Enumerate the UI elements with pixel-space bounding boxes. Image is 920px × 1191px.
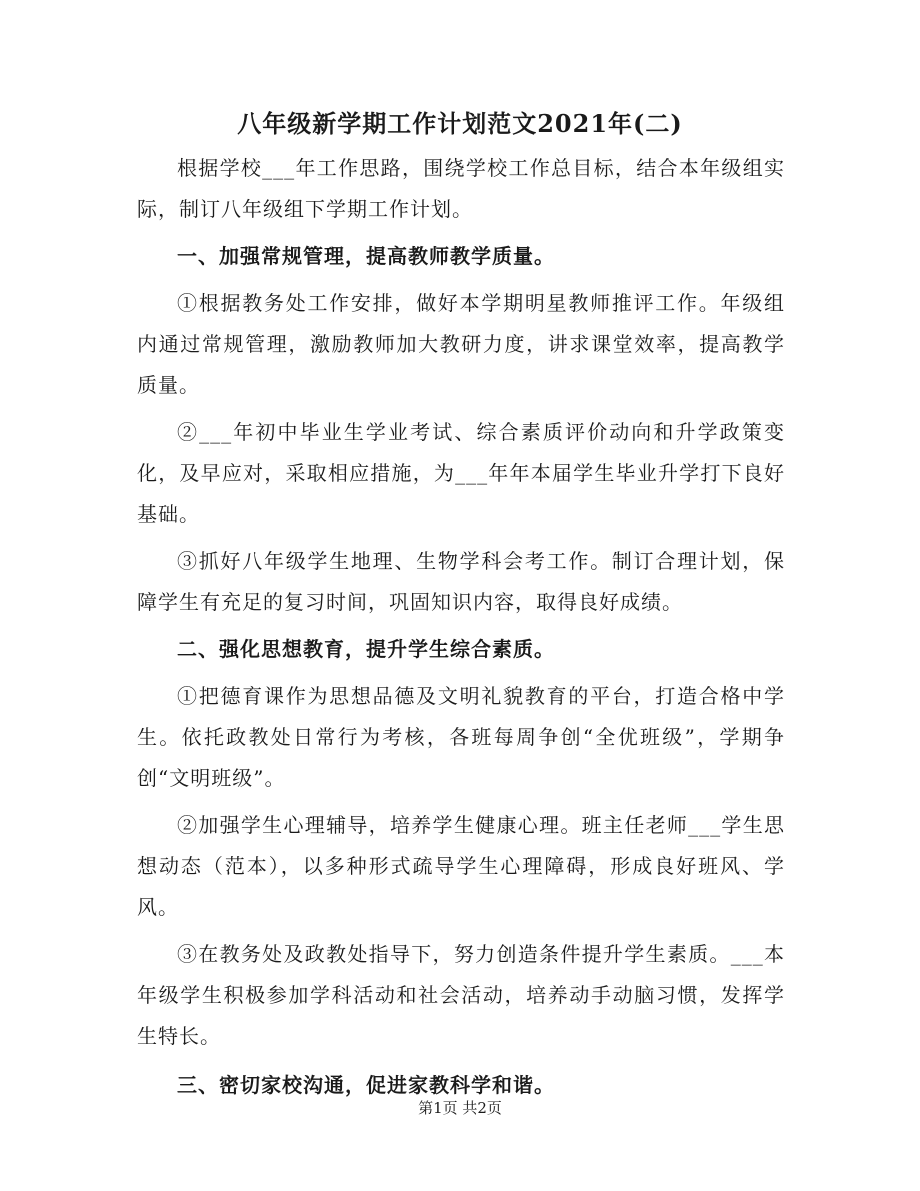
intro-paragraph: 根据学校___年工作思路，围绕学校工作总目标，结合本年级组实际，制订八年级组下学期工作计划。 <box>137 156 785 221</box>
section2-item-3: ③在教务处及政教处指导下，努力创造条件提升学生素质。___本年级学生积极参加学科活动和社会活动，培养动手动脑习惯，发挥学生特长。 <box>137 942 785 1048</box>
section2-item-1: ①把德育课作为思想品德及文明礼貌教育的平台，打造合格中学生。依托政教处日常行为考核，各班每周争创“全优班级”，学期争创“文明班级”。 <box>137 684 785 790</box>
section2-item-2: ②加强学生心理辅导，培养学生健康心理。班主任老师___学生思想动态（范本），以多种形式疏导学生心理障碍，形成良好班风、学风。 <box>137 813 785 919</box>
section1-item-3: ③抓好八年级学生地理、生物学科会考工作。制订合理计划，保障学生有充足的复习时间，巩固知识内容，取得良好成绩。 <box>137 549 785 614</box>
page-footer: 第1页 共2页 <box>418 1099 502 1117</box>
section-heading-2: 二、强化思想教育，提升学生综合素质。 <box>177 637 555 661</box>
document-body <box>137 148 785 1106</box>
document-title: 八年级新学期工作计划范文2021年(二) <box>237 109 683 138</box>
section-heading-3: 三、密切家校沟通，促进家教科学和谐。 <box>177 1073 555 1097</box>
section1-item-2: ②___年初中毕业生学业考试、综合素质评价动向和升学政策变化，及早应对，采取相应措施，为___年年本届学生毕业升学打下良好基础。 <box>137 420 785 526</box>
section-heading-1: 一、加强常规管理，提高教师教学质量。 <box>177 244 555 268</box>
section1-item-1: ①根据教务处工作安排，做好本学期明星教师推评工作。年级组内通过常规管理，激励教师加大教研力度，讲求课堂效率，提高教学质量。 <box>137 291 785 397</box>
